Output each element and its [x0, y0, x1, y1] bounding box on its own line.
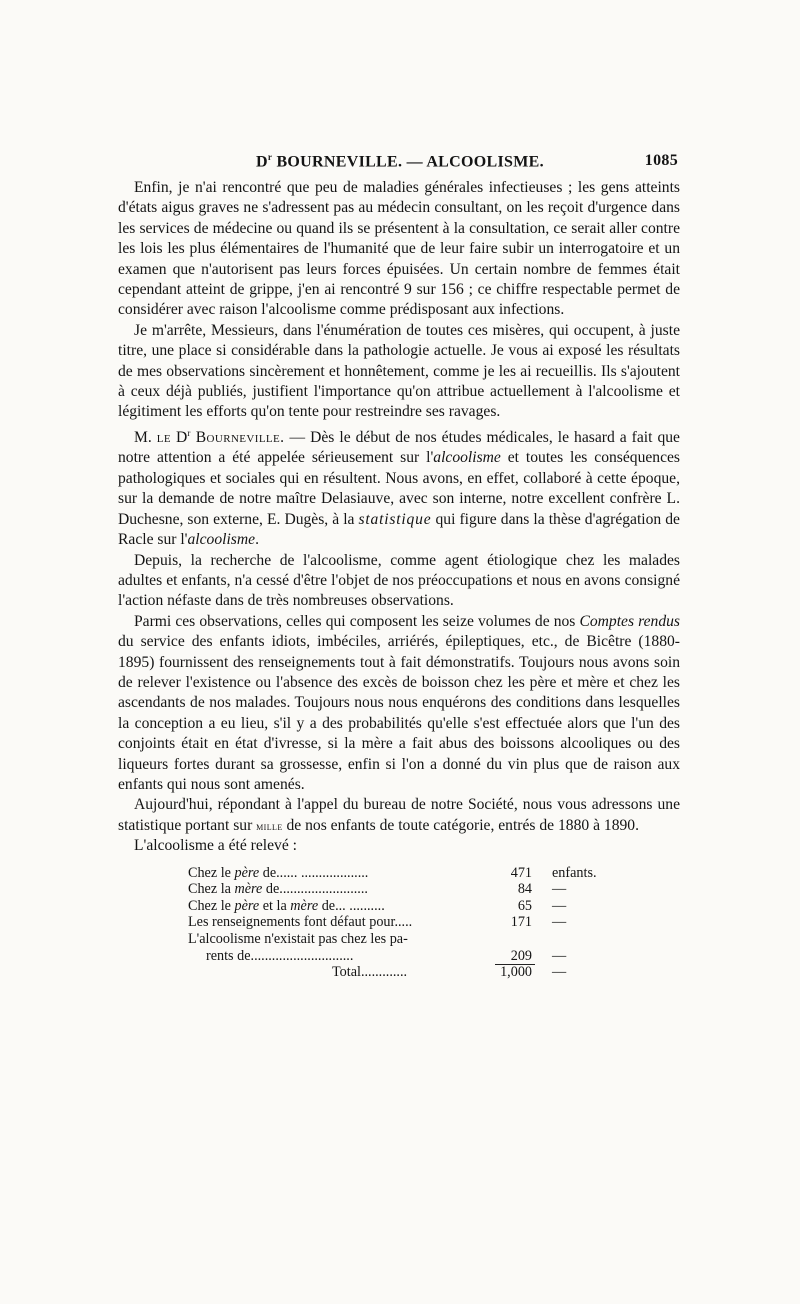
running-title	[256, 152, 544, 171]
table-total-row	[170, 964, 676, 981]
p6-smallcaps: mille	[256, 818, 283, 833]
paragraph-1: Enfin, je n'ai rencontré que peu de maladies générales infectieuses ; les gens atteints d'états aigus graves ne s'adressent pas au médecin consultant, on les reçoit d'urgence dans les services de médecine ou quand ils se présentent à la consultation, ce serait aller contre les lois les plus élémentaires de l'humanité que de leur faire subir un interrogatoire et un examen que n'autorisent pas leurs forces épuisées. Un certain nombre de femmes était cependant atteint de grippe, j'en ai rencontré 9 sur 156 ; ce chiffre respectable permet de considérer avec raison l'alcoolisme comme prédisposant aux infections.	[118, 179, 680, 319]
table-row	[170, 914, 676, 931]
speaker-d: D	[171, 429, 188, 447]
p5-text-1: Parmi ces observations, celles qui composent les seize volumes de nos	[134, 612, 580, 630]
row-label	[188, 865, 490, 882]
paragraph-5	[118, 612, 680, 796]
p3-italic-1: alcoolisme	[433, 449, 501, 467]
row-label-italic: père	[234, 864, 260, 881]
p3-text-2: et toutes les conséquences pathologiques et sociales qui en résultent. Nous avons, en effet, collaboré à cette époque, sur la demande de notre maître Delasiauve, avec son interne, notre excellent confrère L. Duchesne, son externe, E. Dugès, à la	[118, 449, 681, 528]
author-prefix: D	[256, 153, 268, 171]
p5-text-2: du service des enfants idiots, imbéciles, arriérés, épileptiques, etc., de Bicêtre (1880-1895) fournissent des renseignements tout à fait démonstratifs. Toujours nous avons soin de relever l'existence ou l'absence des excès de boisson chez les père et mère et chez les ascendants de nos malades. Toujours nous nous enquérons des conditions dans lesquelles la conception a eu lieu, s'il y a des probabilités qu'elle s'est effectuée alors que l'un des conjoints était en état d'ivresse, si la mère a fait abus des boissons alcooliques ou des liqueurs fortes durant sa grossesse, enfin si l'on a donné du vin plus que de raison aux enfants qui nous sont amenés.	[118, 633, 680, 793]
row-label-pre: Chez le	[188, 864, 235, 881]
row-value: 84	[517, 881, 532, 898]
table-row	[170, 898, 676, 915]
author-sup: r	[267, 152, 273, 162]
row-label-pre: Chez la	[188, 881, 235, 898]
row-label-line-2: rents de.............................	[206, 947, 354, 964]
alcoholism-stats-table	[170, 865, 676, 981]
speaker-m: M.	[134, 429, 157, 447]
p3-text-3: qui figure dans la thèse d'agrégation de Racle sur l'	[118, 510, 680, 549]
row-unit: —	[552, 947, 567, 964]
row-unit: enfants.	[552, 864, 597, 881]
table-row	[170, 881, 676, 898]
p3-italic-2: statistique	[358, 510, 432, 528]
row-label-italic: père	[234, 897, 260, 914]
speaker-le: le	[156, 429, 172, 447]
row-value: 471	[510, 864, 532, 881]
row-unit: —	[552, 897, 567, 914]
row-value: 171	[510, 914, 532, 931]
document-page	[118, 148, 680, 981]
p5-italic-1: Comptes rendus	[579, 612, 680, 630]
paragraph-4: Depuis, la recherche de l'alcoolisme, comme agent étiologique chez les malades adultes et enfants, n'a cessé d'être l'objet de nos préoccupations et nous en avons consigné l'action néfaste dans de très nombreuses observations.	[118, 551, 680, 610]
row-label	[188, 881, 490, 898]
row-label-post: et la	[259, 897, 291, 914]
row-label: Les renseignements font défaut pour.....	[188, 914, 413, 931]
row-unit: —	[552, 881, 567, 898]
total-label: Total.............	[332, 964, 408, 981]
speaker-sup: r	[187, 427, 191, 438]
running-title-text: BOURNEVILLE. — ALCOOLISME.	[272, 153, 544, 171]
row-label-post: de.........................	[262, 881, 368, 898]
row-label-line-1: L'alcoolisme n'existait pas chez les pa-	[188, 930, 408, 947]
speaker-name: Bourneville.	[190, 429, 285, 447]
paragraph-3	[118, 423, 680, 551]
row-value: 65	[517, 897, 532, 914]
table-row	[170, 931, 676, 964]
row-label-pre: Chez le	[188, 897, 235, 914]
page-number: 1085	[644, 152, 678, 169]
running-header	[118, 148, 680, 178]
row-label-italic: mère	[234, 881, 263, 898]
p6-text-1: Aujourd'hui, répondant à l'appel du bureau de notre Société, nous vous adressons une statistique portant sur	[118, 796, 680, 834]
row-unit: —	[552, 914, 567, 931]
row-label	[188, 898, 490, 915]
row-value: 209	[510, 947, 532, 964]
row-label-post-2: de... ..........	[318, 897, 385, 914]
row-label	[188, 931, 490, 964]
total-unit: —	[552, 964, 567, 981]
row-label-post: de...... ...................	[259, 864, 369, 881]
p3-text-4: .	[255, 531, 259, 549]
p3-italic-3: alcoolisme	[187, 531, 256, 549]
row-label-italic-2: mère	[290, 897, 319, 914]
table-row	[170, 865, 676, 882]
p3-text-1: — Dès le début de nos études médicales, le hasard a fait que notre attention a été appelée sérieusement sur l'	[118, 429, 680, 467]
paragraph-7: L'alcoolisme a été relevé :	[134, 837, 297, 855]
paragraph-2: Je m'arrête, Messieurs, dans l'énumération de toutes ces misères, qui occupent, à juste titre, une place si considérable dans la pathologie actuelle. Je vous ai exposé les résultats de mes observations sincèrement et honnêtement, comme je les ai recueillis. Ils s'ajoutent à ceux déjà publiés, justifient l'importance qu'on attribue actuellement à l'alcoolisme et légitiment les efforts qu'on tente pour restreindre ses ravages.	[118, 321, 680, 421]
p6-text-2: de nos enfants de toute catégorie, entrés de 1880 à 1890.	[282, 816, 639, 834]
total-value: 1,000	[500, 964, 532, 981]
paragraph-6	[118, 795, 680, 836]
